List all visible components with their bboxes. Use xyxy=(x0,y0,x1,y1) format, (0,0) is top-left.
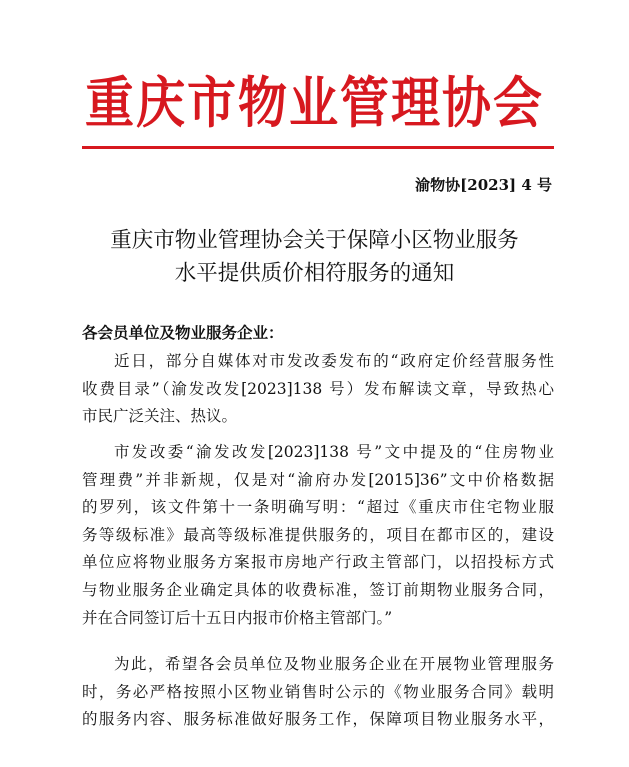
masthead-title: 重庆市物业管理协会 xyxy=(84,70,544,136)
document-number: 渝物协[2023] 4 号 xyxy=(415,176,552,194)
masthead-divider xyxy=(82,146,554,149)
notice-title-line-2: 水平提供质价相符服务的通知 xyxy=(174,261,455,286)
paragraph-line: 收费目录”（渝发改发[2023]138 号）发布解读文章，导致热心 xyxy=(82,379,554,398)
paragraph-line: 并在合同签订后十五日内报市价格主管部门。” xyxy=(82,608,393,627)
paragraph-line: 市发改委“渝发改发[2023]138 号”文中提及的“住房物业 xyxy=(114,443,554,461)
paragraph-3 xyxy=(82,651,554,734)
paragraph-2 xyxy=(82,439,554,632)
paragraph-line: 的罗列，该文件第十一条明确写明：“超过《重庆市住宅物业服 xyxy=(82,498,554,517)
paragraph-1 xyxy=(82,348,554,431)
paragraph-line: 近日，部分自媒体对市发改委发布的“政府定价经营服务性 xyxy=(114,352,554,370)
notice-title-line-1: 重庆市物业管理协会关于保障小区物业服务 xyxy=(110,228,519,253)
paragraph-line: 的服务内容、服务标准做好服务工作，保障项目物业服务水平， xyxy=(82,710,554,729)
paragraph-line: 务等级标准》最高等级标准提供服务的，项目在都市区的，建设 xyxy=(82,525,554,544)
paragraph-line: 市民广泛关注、热议。 xyxy=(82,407,238,426)
salutation: 各会员单位及物业服务企业： xyxy=(82,324,284,342)
paragraph-line: 为此，希望各会员单位及物业服务企业在开展物业管理服务 xyxy=(114,655,554,673)
paragraph-line: 单位应将物业服务方案报市房地产行政主管部门，以招投标方式 xyxy=(82,553,554,572)
notice-title xyxy=(0,224,629,290)
paragraph-line: 与物业服务企业确定具体的收费标准，签订前期物业服务合同， xyxy=(82,580,554,599)
paragraph-line: 时，务必严格按照小区物业销售时公示的《物业服务合同》载明 xyxy=(82,682,554,701)
paragraph-line: 管理费”并非新规，仅是对“渝府办发[2015]36”文中价格数据 xyxy=(82,470,554,489)
